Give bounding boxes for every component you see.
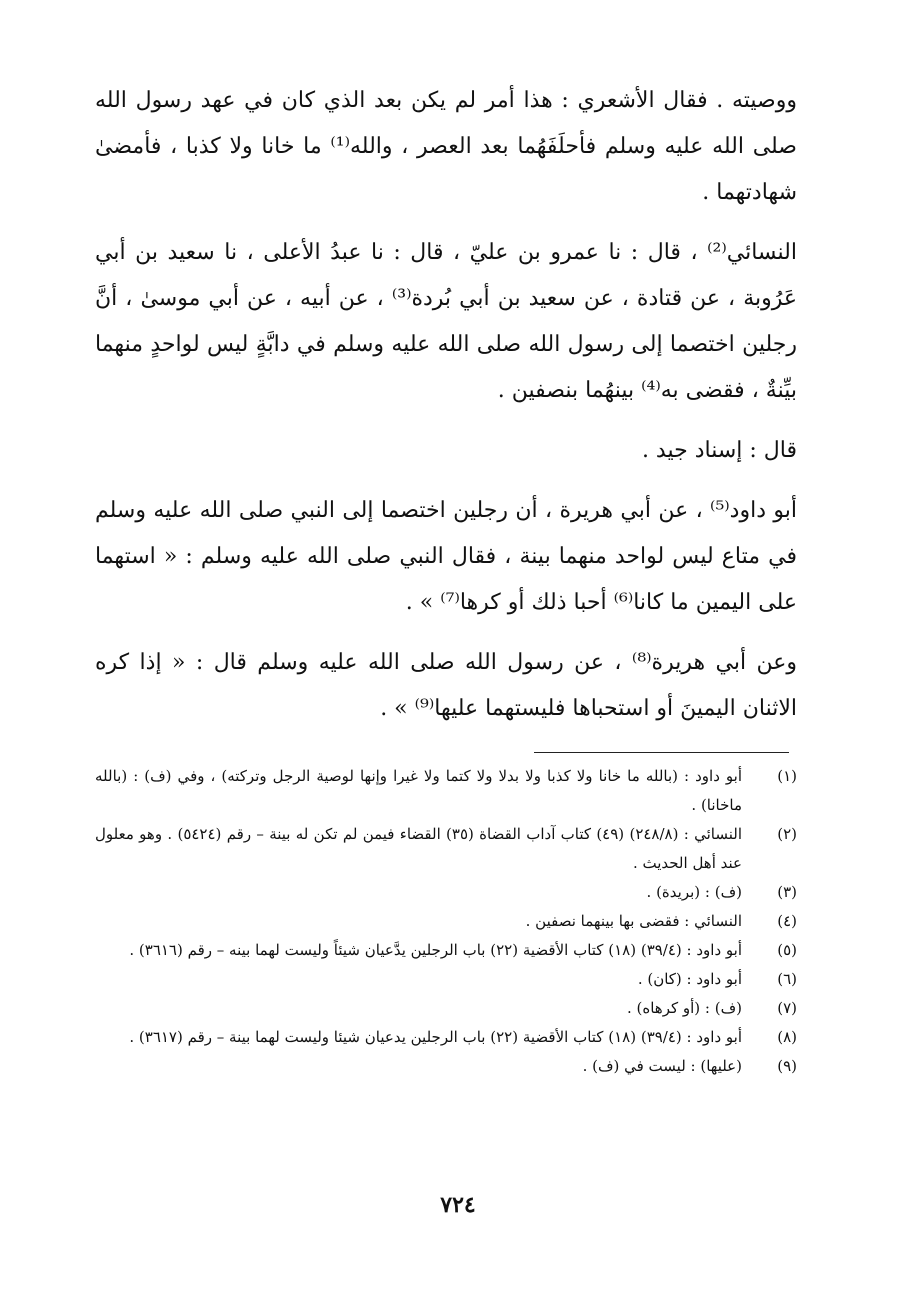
footnotes [95,762,797,1081]
footnote [95,762,797,820]
footnote-number: (٧) [777,999,797,1017]
footnote-text: أبو داود : (كان) . [637,970,742,988]
footnote-number: (٨) [777,1028,797,1046]
footnote-number: (٢) [777,825,797,843]
main-text [95,78,797,746]
footnote [95,820,797,878]
footnote-text: (ف) : (أو كرهاه) . [626,999,742,1017]
footnote [95,1052,797,1081]
paragraph: ووصيته . فقال الأشعري : هذا أمر لم يكن بعد الذي كان في عهد رسول الله صلى الله عليه وسلم فأحلَفَهُما بعد العصر ، والله⁽¹⁾ ما خانا ولا كذبا ، فأمضىٰ شهادتهما . [95,88,797,205]
page-number: ٧٢٤ [440,1192,476,1218]
footnote-text: أبو داود : (بالله ما خانا ولا كذبا ولا بدلا ولا كتما ولا غيرا وإنها لوصية الرجل وتركته) ، وفي (ف) : (بالله ماخانا) . [95,767,742,814]
paragraph: النسائي⁽²⁾ ، قال : نا عمرو بن عليّ ، قال : نا عبدُ الأعلى ، نا سعيد بن أبي عَرُوبة ، عن قتادة ، عن سعيد بن أبي بُردة⁽³⁾ ، عن أبيه ، عن أبي موسىٰ ، أنَّ رجلين اختصما إلى رسول الله صلى الله عليه وسلم في دابَّةٍ ليس لواحدٍ منهما بيِّنةٌ ، فقضى به⁽⁴⁾ بينهُما بنصفين . [95,240,798,403]
footnote-text: النسائي : (٢٤٨/٨) (٤٩) كتاب آداب القضاة (٣٥) القضاء فيمن لم تكن له بينة – رقم (٥٤٢٤) . وهو معلول عند أهل الحديث . [95,825,742,872]
footnote-separator [534,752,789,753]
footnote-number: (٣) [777,883,797,901]
footnote-text: أبو داود : (٣٩/٤) (١٨) كتاب الأقضية (٢٢) باب الرجلين يدَّعيان شيئاً وليست لهما بينه – رقم (٣٦١٦) . [129,941,742,959]
footnote [95,994,797,1023]
footnote-number: (١) [777,767,797,785]
footnote-number: (٦) [777,970,797,988]
footnote-text: النسائي : فقضى بها بينهما نصفين . [525,912,742,930]
paragraph: وعن أبي هريرة⁽⁸⁾ ، عن رسول الله صلى الله عليه وسلم قال : « إذا كره الاثنان اليمينَ أو استحباها فليستهما عليها⁽⁹⁾ » . [95,650,797,721]
footnote [95,878,797,907]
footnote [95,1023,797,1052]
footnote-number: (٤) [777,912,797,930]
footnote-text: (ف) : (بريدة) . [646,883,742,901]
paragraph: قال : إسناد جيد . [641,438,797,463]
paragraph: أبو داود⁽⁵⁾ ، عن أبي هريرة ، أن رجلين اختصما إلى النبي صلى الله عليه وسلم في متاع ليس لواحد منهما بينة ، فقال النبي صلى الله عليه وسلم : « استهما على اليمين ما كانا⁽⁶⁾ أحبا ذلك أو كرها⁽⁷⁾ » . [95,498,797,615]
footnote-number: (٥) [777,941,797,959]
footnote [95,965,797,994]
footnote-text: (عليها) : ليست في (ف) . [582,1057,742,1075]
footnote [95,936,797,965]
footnote-text: أبو داود : (٣٩/٤) (١٨) كتاب الأقضية (٢٢) باب الرجلين يدعيان شيئا وليست لهما بينة – رقم (٣٦١٧) . [129,1028,742,1046]
footnote [95,907,797,936]
footnote-number: (٩) [777,1057,797,1075]
